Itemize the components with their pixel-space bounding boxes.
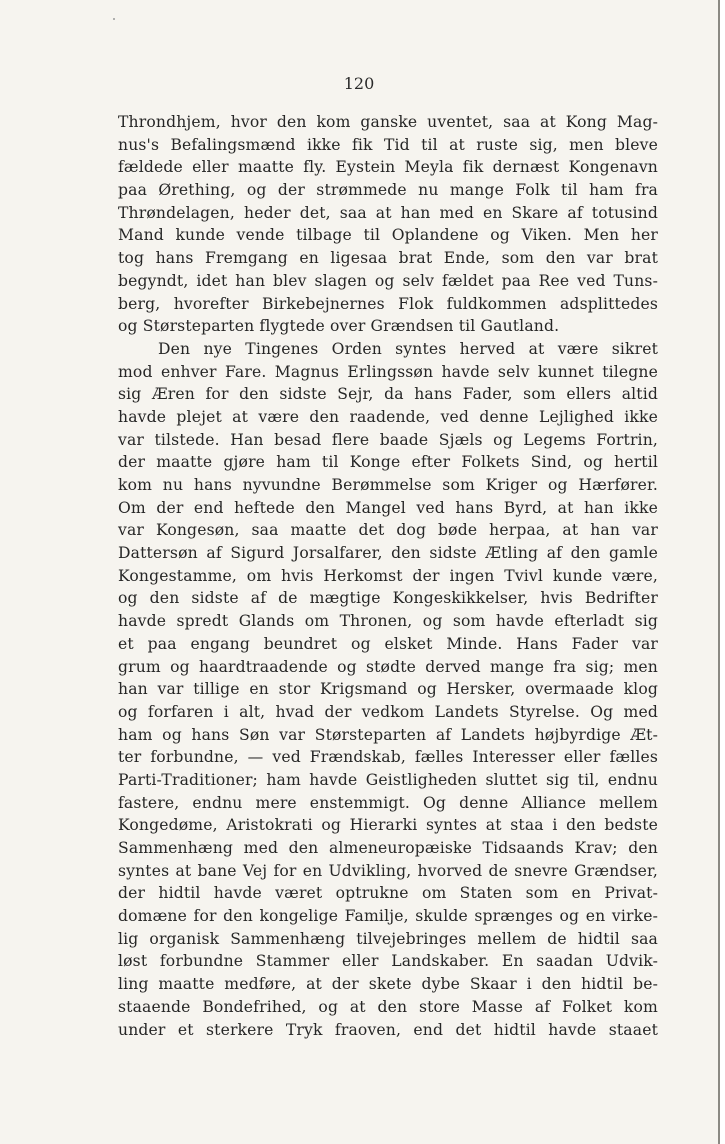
text-line: ham og hans Søn var Størsteparten af Landets højbyrdige Æt- bbox=[118, 725, 658, 744]
text-line: der maatte gjøre ham til Konge efter Folkets Sind, og hertil bbox=[118, 453, 658, 472]
text-line: begyndt, idet han blev slagen og selv fældet paa Ree ved Tuns- bbox=[118, 271, 658, 290]
text-line: han var tillige en stor Krigsmand og Hersker, overmaade klog bbox=[118, 680, 658, 699]
text-line: og forfaren i alt, hvad der vedkom Landets Styrelse. Og med bbox=[118, 702, 658, 721]
text-line: havde spredt Glands om Thronen, og som havde efterladt sig bbox=[118, 612, 658, 631]
text-line: fastere, endnu mere enstemmigt. Og denne Alliance mellem bbox=[118, 793, 658, 812]
text-line: berg, hvorefter Birkebejnernes Flok fuldkommen adsplittedes bbox=[118, 294, 658, 313]
text-line: var Kongesøn, saa maatte det dog bøde herpaa, at han var bbox=[118, 521, 658, 540]
text-line: fældede eller maatte fly. Eystein Meyla fik dernæst Kongenavn bbox=[118, 158, 658, 177]
text-line: Dattersøn af Sigurd Jorsalfarer, den sidste Ætling af den gamle bbox=[118, 544, 658, 563]
text-line: Sammenhæng med den almeneuropæiske Tidsaands Krav; den bbox=[118, 839, 658, 857]
text-line: Thrøndelagen, heder det, saa at han med en Skare af totusind bbox=[118, 203, 658, 222]
text-line: Om der end heftede den Mangel ved hans Byrd, at han ikke bbox=[118, 498, 658, 517]
text-line: havde plejet at være den raadende, ved denne Lejlighed ikke bbox=[118, 407, 658, 426]
paper-speck bbox=[113, 18, 115, 20]
text-line: løst forbundne Stammer eller Landskaber. En saadan Udvik- bbox=[118, 952, 658, 971]
text-line: domæne for den kongelige Familje, skulde sprænges og en virke- bbox=[118, 907, 658, 926]
text-line: paa Ørething, og der strømmede nu mange Folk til ham fra bbox=[118, 181, 658, 200]
text-line: staaende Bondefrihed, og at den store Masse af Folket kom bbox=[118, 997, 658, 1016]
text-line: Kongedøme, Aristokrati og Hierarki syntes at staa i den bedste bbox=[118, 816, 658, 835]
text-line: tog hans Fremgang en ligesaa brat Ende, som den var brat bbox=[118, 249, 658, 268]
text-line: og den sidste af de mægtige Kongeskikkelser, hvis Bedrifter bbox=[118, 589, 658, 608]
text-line: grum og haardtraadende og stødte derved mange fra sig; men bbox=[118, 657, 658, 676]
text-line: der hidtil havde været optrukne om Staten som en Privat- bbox=[118, 884, 658, 903]
text-line: mod enhver Fare. Magnus Erlingssøn havde selv kunnet tilegne bbox=[118, 362, 658, 381]
text-line: Kongestamme, om hvis Herkomst der ingen Tvivl kunde være, bbox=[118, 566, 658, 585]
text-line: Parti-Traditioner; ham havde Geistligheden sluttet sig til, endnu bbox=[118, 770, 658, 789]
text-line: under et sterkere Tryk fraoven, end det hidtil havde staaet bbox=[118, 1020, 658, 1039]
text-line: nus's Befalingsmænd ikke fik Tid til at ruste sig, men bleve bbox=[118, 135, 658, 154]
text-line: og Størsteparten flygtede over Grændsen til Gautland. bbox=[118, 317, 560, 336]
text-line: Throndhjem, hvor den kom ganske uventet, saa at Kong Mag- bbox=[118, 113, 658, 131]
text-line: Den nye Tingenes Orden syntes herved at være sikret bbox=[158, 339, 658, 358]
body-text bbox=[118, 111, 658, 1041]
text-line: ter forbundne, — ved Frændskab, fælles Interesser eller fælles bbox=[118, 748, 658, 767]
text-line: kom nu hans nyvundne Berømmelse som Kriger og Hærfører. bbox=[118, 476, 658, 494]
text-line: Mand kunde vende tilbage til Oplandene og Viken. Men her bbox=[118, 226, 658, 245]
text-line: sig Æren for den sidste Sejr, da hans Fader, som ellers altid bbox=[118, 385, 658, 404]
text-line: var tilstede. Han besad flere baade Sjæls og Legems Fortrin, bbox=[118, 430, 658, 449]
text-line: syntes at bane Vej for en Udvikling, hvorved de snevre Grændser, bbox=[118, 861, 658, 880]
text-line: et paa engang beundret og elsket Minde. Hans Fader var bbox=[118, 634, 658, 653]
text-line: lig organisk Sammenhæng tilvejebringes mellem de hidtil saa bbox=[118, 929, 658, 948]
page-number: 120 bbox=[343, 74, 375, 93]
text-line: ling maatte medføre, at der skete dybe Skaar i den hidtil be- bbox=[118, 975, 658, 994]
